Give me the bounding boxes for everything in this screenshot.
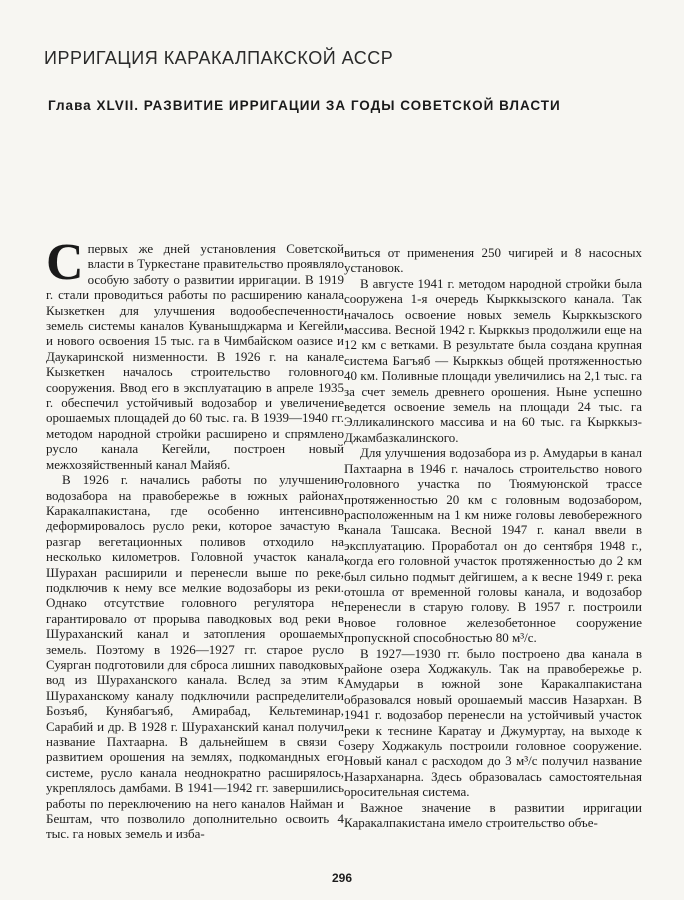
- paragraph: Для улучшения водозабора из р. Амударьи в канал Пахтаарна в 1946 г. началось строительство нового головного участка по Тюямуюнской трассе протяженностью 20 км с головным водозабором, расположенным на 1 км ниже головы левобережного канала Ташсака. Весной 1947 г. канал ввели в эксплуатацию. Проработал он до сентября 1948 г., когда его головной участок протяженностью до 2 км был сильно подмыт дейгишем, а к весне 1949 г. река отошла от временной головы канала, и водозабор перенесли в старую голову. В 1957 г. построили новое головное железобетонное сооружение пропускной способностью 80 м³/с.: [344, 445, 642, 646]
- page-number: 296: [331, 871, 353, 885]
- drop-cap: С: [46, 234, 84, 291]
- running-head: ИРРИГАЦИЯ КАРАКАЛПАКСКОЙ АССР: [44, 48, 394, 68]
- paragraph-text: первых же дней установления Советской власти в Туркестане правительство проявляло особую заботу о развитии ирригации. В 1919 г. стали проводиться работы по расширению канала Кызкеткен для улучшения водообеспеченности земель системы каналов Куванышджарма и Кегейли и нового освоения 15 тыс. га в Чимбайском оазисе и Даукаринской низменности. В 1926 г. на канале Кызкеткен началось строительство головного сооружения. Ввод его в эксплуатацию в апреле 1935 г. обеспечил устойчивый водозабор и увеличение орошаемых площадей до 60 тыс. га. В 1939—1940 гг. методом народной стройки расширено и спрямлено русло канала Кегейли, построен новый межхозяйственный канал Майяб.: [46, 241, 344, 472]
- paragraph: Важное значение в развитии ирригации Каракалпакистана имело строительство объе-: [344, 799, 642, 831]
- paragraph: В 1926 г. начались работы по улучшению водозабора на правобережье в южных районах Каракалпакистана, где особенно интенсивно деформировалось русло реки, которое зачастую в разгар вегетационных поливов отходило на несколько километров. Головной участок канала Шурахан расширили и перенесли выше по реке, подключив к нему все мелкие водозаборы из реки. Однако отсутствие головного регулятора не гарантировало от прорыва паводковых вод реки в Шураханский канал и затопления орошаемых земель. Поэтому в 1926—1927 гг. старое русло Суярган подготовили для сброса лишних паводковых вод из Шураханского канала. Вслед за этим к Шураханскому каналу подключили распределители Бозъяб, Кунябагъяб, Амирабад, Кельтеминар, Сарабий и др. В 1928 г. Шураханский канал получил название Пахтаарна. В дальнейшем в связи с развитием орошения на землях, подкомандных его системе, русло канала неоднократно расширялось, укреплялось дамбами. В 1941—1942 гг. завершились работы по переключению на него каналов Найман и Бештам, что позволило дополнительно освоить 4 тыс. га новых земель и изба-: [46, 472, 344, 842]
- right-column: [344, 245, 642, 830]
- paragraph: [46, 234, 344, 472]
- paragraph: В августе 1941 г. методом народной стройки была сооружена 1-я очередь Кырккызского канала. Так началось освоение новых земель Кырккызского массива. Весной 1942 г. Кырккыз продолжили еще на 12 км с ветками. В результате была создана крупная система Багъяб — Кырккыз общей протяженностью 40 км. Поливные площади увеличились на 2,1 тыс. га за счет земель древнего орошения. Ныне успешно ведется освоение земель на площади 24 тыс. га Элликалинского массива и на 60 тыс. га Кырккыз-Джамбазкалинского.: [344, 275, 642, 445]
- paragraph: В 1927—1930 гг. было построено два канала в районе озера Ходжакуль. Так на правобережье р. Амударьи в южной зоне Каракалпакистана образовался новый орошаемый массив Назархан. В 1941 г. водозабор перенесли на устойчивый участок реки к теснине Каратау и Джумуртау, на выходе к озеру Ходжакуль построили головное сооружение. Новый канал с расходом до 3 м³/с получил название Назарханарна. Здесь образовалась самостоятельная оросительная система.: [344, 645, 642, 800]
- chapter-title: Глава XLVII. РАЗВИТИЕ ИРРИГАЦИИ ЗА ГОДЫ СОВЕТСКОЙ ВЛАСТИ: [48, 98, 561, 113]
- left-column: [46, 234, 344, 842]
- paragraph: виться от применения 250 чигирей и 8 насосных установок.: [344, 245, 642, 276]
